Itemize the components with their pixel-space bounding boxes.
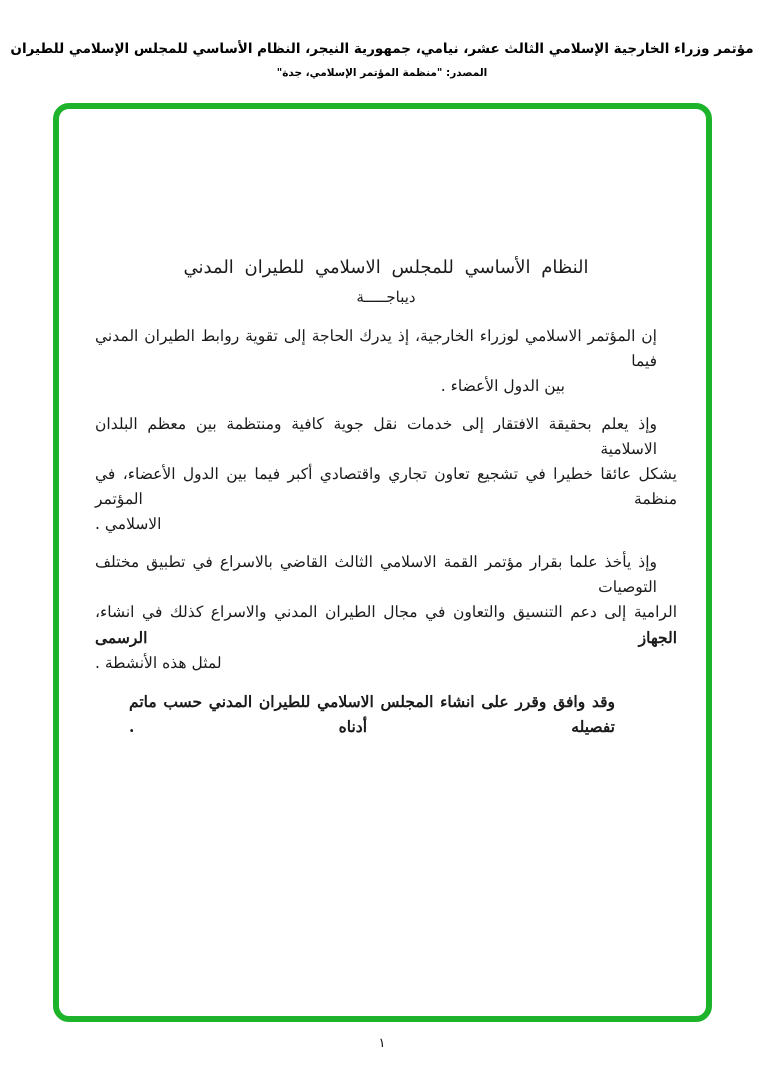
page-number: ١ <box>378 1036 386 1051</box>
document-green-frame <box>53 103 712 1022</box>
paragraph-1-line-1: إن المؤتمر الاسلامي لوزراء الخارجية، إذ يدرك الحاجة إلى تقوية روابط الطيران المدني فيما <box>95 327 657 370</box>
document-subtitle-preamble: ديباجـــــة <box>356 288 416 306</box>
paragraph-3-line-1: وإذ يأخذ علما بقرار مؤتمر القمة الاسلامي الثالث القاضي بالاسراع في تطبيق مختلف التوصيات <box>95 553 657 596</box>
paragraph-2 <box>95 412 677 537</box>
header-source-line: المصدر: "منظمة المؤتمر الإسلامي، جدة" <box>276 67 488 79</box>
paragraph-4 <box>95 689 677 739</box>
paragraph-3 <box>95 550 677 676</box>
paragraph-3-line-2-text: الرامية إلى دعم التنسيق والتعاون في مجال الطيران المدني والاسراع كذلك في انشاء، <box>95 603 677 621</box>
paragraph-3-line-2 <box>95 600 677 651</box>
paragraph-2-line-3: الاسلامي . <box>95 515 162 533</box>
document-title: النظام الأساسي للمجلس الاسلامي للطيران المدني <box>183 257 589 278</box>
paragraph-4-line-1: وقد وافق وقرر على انشاء المجلس الاسلامي للطيران المدني حسب ماتم تفصيله أدناه . <box>129 692 615 736</box>
paragraph-2-line-1: وإذ يعلم بحقيقة الافتقار إلى خدمات نقل جوية كافية ومنتظمة بين معظم البلدان الاسلامية <box>95 415 657 458</box>
header-caption-line1: مؤتمر وزراء الخارجية الإسلامي الثالث عشر، نيامي، جمهورية النيجر، النظام الأساسي للمجلس الإسلامي للطيران <box>10 41 754 57</box>
paragraph-3-line-3: لمثل هذه الأنشطة . <box>95 654 222 672</box>
page-header <box>0 39 764 79</box>
paragraph-3-line-2-bold-text: الجهاز الرسمى <box>95 628 677 647</box>
document-content <box>59 109 706 1016</box>
paragraph-1 <box>95 324 677 399</box>
paragraph-1-line-2: بين الدول الأعضاء . <box>440 377 565 395</box>
document-body <box>95 324 677 739</box>
paragraph-2-line-2: يشكل عائقا خطيرا في تشجيع تعاون تجاري واقتصادي أكبر فيما بين الدول الأعضاء، في منظمة المؤتمر <box>95 465 677 508</box>
